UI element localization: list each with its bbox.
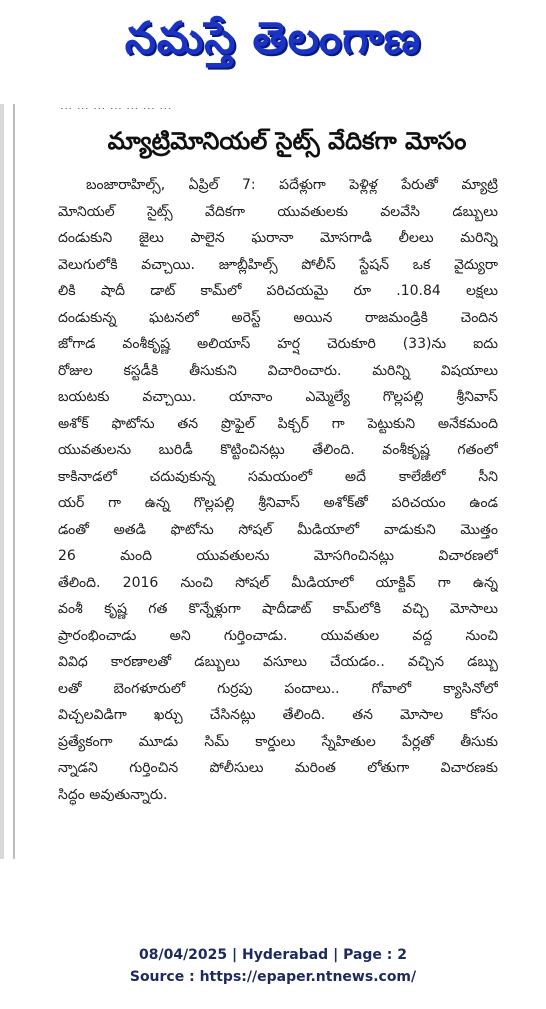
footer-date-edition: 08/04/2025 | Hyderabad | Page : 2 <box>138 947 408 963</box>
masthead <box>0 0 546 88</box>
footer <box>0 944 546 988</box>
article-body <box>58 172 498 808</box>
footer-source: Source : https://epaper.ntnews.com/ <box>129 969 417 985</box>
article-line: రోజుల కస్టడీకి తీసుకుని విచారించారు. మరిన్ని విషయాలు <box>58 362 498 379</box>
article-line: లతో బెంగళూరులో గుర్రపు పందాలు.. గోవాలో క్యాసినోలో <box>58 680 498 697</box>
article-line: 26 మంది యువతులను మోసగించినట్లు విచారణలో <box>58 548 498 564</box>
article-line: యువతులను బురిడీ కొట్టించినట్లు తేలింది. వంశీకృష్ణ గతంలో <box>58 442 498 458</box>
article-line: వంశీ కృష్ణ గత కొన్నేళ్లుగా షాదీడాట్ కామ్‌లోకి వచ్చి మోసాలు <box>58 601 498 617</box>
article-line: డంతో అతడి ఫొటోను సోషల్ మీడియాలో వాడుకుని మొత్తం <box>58 521 498 538</box>
article-line: వివిధ కారణాలతో డబ్బులు వసూలు చేయడం.. వచ్చిన డబ్బు <box>58 654 498 670</box>
clipped-previous-line: ... ... ... ... ... ... ... <box>60 99 172 109</box>
article-line: సిద్ధం అవుతున్నారు. <box>58 786 168 803</box>
article-line: బంజారాహిల్స్, ఏప్రిల్ 7: పదేళ్లుగా పెళ్లిళ్ల పేరుతో మ్యాట్రి <box>86 177 498 193</box>
article-line: బయటకు వచ్చాయి. యానాం ఎమ్మెల్యే గొల్లపల్లి శ్రీనివాస్ <box>58 389 498 405</box>
column-rule <box>13 104 15 859</box>
article-headline: మ్యాట్రిమోనియల్ సైట్స్ వేదికగా మోసం <box>107 127 467 155</box>
article-line: మోనియల్ సైట్స్ వేదికగా యువతులకు వలవేసి డబ్బులు <box>58 203 498 220</box>
article-line: న్నాడని గుర్తించిన పోలీసులు మరింత లోతుగా విచారణకు <box>58 760 498 776</box>
article-line: విచ్చలవిడిగా ఖర్చు చేసినట్లు తేలింది. తన మోసాల కోసం <box>58 707 498 723</box>
article-line: యర్ గా ఉన్న గొల్లపల్లి శ్రీనివాస్ అశోక్‌తో పరిచయం ఉండ <box>58 495 498 511</box>
article-line: జోగాడ వంశీకృష్ణ అలియాస్ హర్ష చెరుకూరి (33)ను ఐదు <box>58 336 498 352</box>
newspaper-logo: నమస్తే తెలంగాణ <box>124 13 422 64</box>
article-line: ప్రత్యేకంగా మూడు సిమ్ కార్డులు స్నేహితుల పేర్లతో తీసుకు <box>58 733 498 750</box>
article-line: దండుకున్న ఘటనలో అరెస్ట్ అయిన రాజమండ్రికి చెందిన <box>58 309 498 326</box>
article-line: వెలుగులోకి వచ్చాయి. జూబ్లీహిల్స్ పోలీస్ స్టేషన్ ఒక వైద్యురా <box>58 256 498 273</box>
article-line: కాకినాడలో చదువుకున్న సమయంలో అదే కాలేజీలో సీని <box>58 468 498 485</box>
article-line: దండుకుని జైలు పాలైన ఘరానా మోసగాడి లీలలు మరిన్ని <box>58 230 498 246</box>
article-line: లికి షాదీ డాట్ కామ్‌లో పరిచయమై రూ .10.84 లక్షలు <box>58 283 498 299</box>
article-line: అశోక్ ఫొటోను తన ప్రొఫైల్ పిక్చర్ గా పెట్టుకుని అనేకమంది <box>58 415 498 432</box>
article-line: తేలింది. 2016 నుంచి సోషల్ మీడియాలో యాక్టివ్ గా ఉన్న <box>58 574 498 591</box>
article-line: ప్రారంభించాడు అని గుర్తించాడు. యువతుల వద్ద నుంచి <box>58 627 498 644</box>
page-edge <box>0 104 4 859</box>
